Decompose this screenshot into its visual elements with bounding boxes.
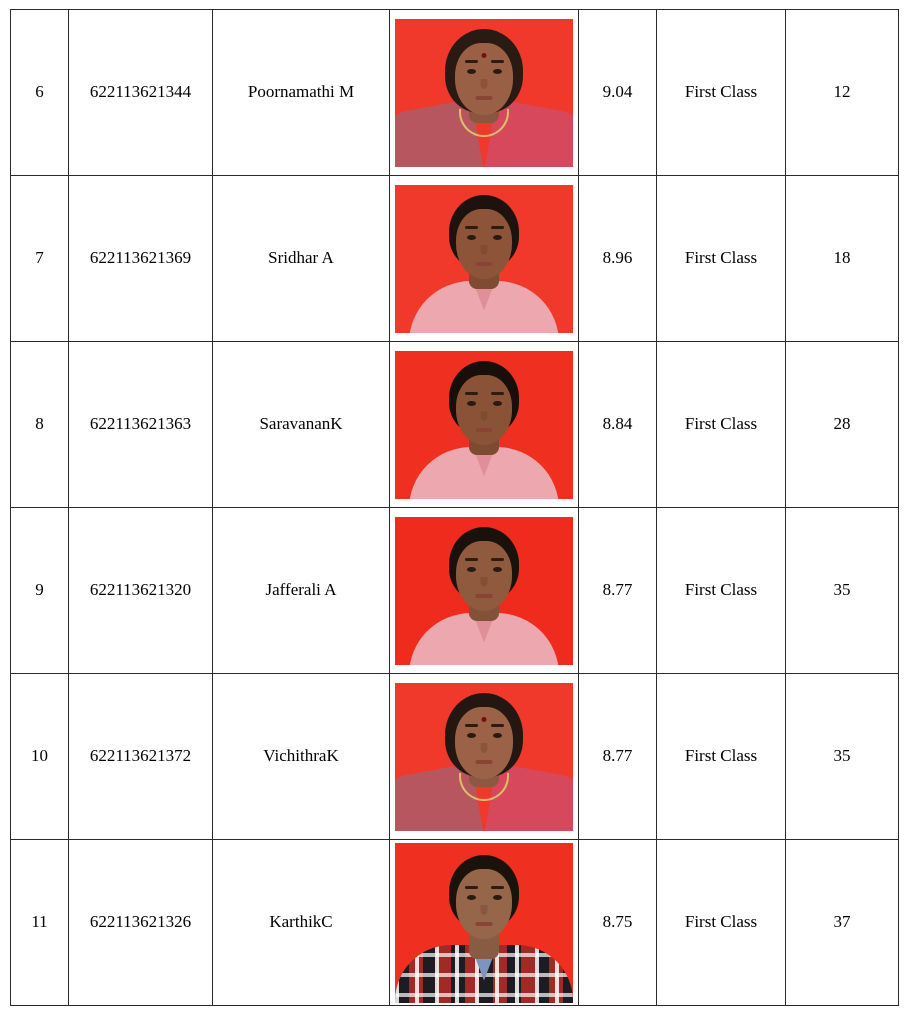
- cell-register-number: [69, 508, 213, 674]
- cell-student-name-text: SaravananK: [259, 414, 343, 434]
- cell-classification: [657, 508, 786, 674]
- portrait-mouth: [476, 96, 493, 100]
- cell-student-name-text: Sridhar A: [268, 248, 334, 268]
- portrait-mouth: [476, 428, 493, 432]
- cell-classification-text: First Class: [684, 82, 758, 102]
- portrait-nose: [481, 79, 488, 89]
- portrait-illustration: [395, 683, 573, 831]
- portrait-eye-left: [467, 567, 476, 572]
- portrait-face: [456, 541, 512, 611]
- student-photo-saravanan-k: [390, 342, 579, 508]
- portrait-face: [456, 209, 512, 279]
- photo-frame: [395, 843, 573, 1003]
- cell-cgpa-text: 8.77: [602, 580, 633, 600]
- cell-rank-text: 12: [833, 82, 851, 102]
- portrait-mouth: [476, 922, 493, 926]
- portrait-eye-left: [467, 401, 476, 406]
- portrait-eyebrow-right: [491, 724, 504, 727]
- cell-serial: [11, 342, 69, 508]
- cell-register-number: [69, 176, 213, 342]
- cell-student-name: [213, 840, 390, 1006]
- student-photo-jafferali-a: [390, 508, 579, 674]
- cell-classification: [657, 674, 786, 840]
- cell-rank: [786, 176, 899, 342]
- portrait-eyebrow-left: [465, 886, 478, 889]
- portrait-eye-right: [493, 235, 502, 240]
- cell-rank-text: 18: [833, 248, 851, 268]
- portrait-nose: [481, 905, 488, 915]
- portrait-face: [456, 375, 512, 445]
- cell-student-name: [213, 176, 390, 342]
- cell-student-name-text: VichithraK: [263, 746, 339, 766]
- table-row: [11, 10, 899, 176]
- portrait-eyebrow-left: [465, 558, 478, 561]
- portrait-eye-left: [467, 733, 476, 738]
- portrait-illustration: [395, 517, 573, 665]
- portrait-eyebrow-right: [491, 886, 504, 889]
- portrait-eyebrow-left: [465, 60, 478, 63]
- cell-rank: [786, 674, 899, 840]
- portrait-eye-right: [493, 733, 502, 738]
- cell-cgpa-text: 8.75: [602, 912, 633, 932]
- portrait-face: [456, 869, 512, 939]
- cell-classification: [657, 10, 786, 176]
- photo-frame: [395, 683, 573, 831]
- table-row: [11, 840, 899, 1006]
- cell-rank: [786, 840, 899, 1006]
- cell-register-number-text: 622113621320: [89, 580, 192, 600]
- cell-cgpa: [579, 674, 657, 840]
- portrait-mouth: [476, 262, 493, 266]
- cell-serial-text: 9: [35, 580, 44, 600]
- cell-classification-text: First Class: [684, 248, 758, 268]
- portrait-nose: [481, 245, 488, 255]
- cell-serial-text: 10: [31, 746, 48, 766]
- portrait-illustration: [395, 843, 573, 1003]
- photo-frame: [395, 185, 573, 333]
- photo-frame: [395, 517, 573, 665]
- table-row: [11, 508, 899, 674]
- table-row: [11, 674, 899, 840]
- student-photo-poornamathi-m: [390, 10, 579, 176]
- cell-serial: [11, 840, 69, 1006]
- cell-serial-text: 6: [35, 82, 44, 102]
- cell-cgpa: [579, 508, 657, 674]
- cell-classification-text: First Class: [684, 414, 758, 434]
- cell-classification: [657, 176, 786, 342]
- cell-classification: [657, 840, 786, 1006]
- cell-classification-text: First Class: [684, 912, 758, 932]
- cell-register-number: [69, 674, 213, 840]
- bindi: [482, 53, 487, 58]
- cell-rank: [786, 10, 899, 176]
- portrait-nose: [481, 577, 488, 587]
- cell-cgpa: [579, 10, 657, 176]
- cell-cgpa-text: 8.96: [602, 248, 633, 268]
- cell-rank-text: 28: [833, 414, 851, 434]
- portrait-illustration: [395, 351, 573, 499]
- cell-rank-text: 35: [833, 746, 851, 766]
- cell-rank: [786, 508, 899, 674]
- cell-serial-text: 11: [31, 912, 48, 932]
- cell-cgpa-text: 8.84: [602, 414, 633, 434]
- cell-register-number-text: 622113621372: [89, 746, 192, 766]
- portrait-eyebrow-right: [491, 60, 504, 63]
- student-photo-sridhar-a: [390, 176, 579, 342]
- cell-serial: [11, 10, 69, 176]
- portrait-nose: [481, 411, 488, 421]
- portrait-eyebrow-right: [491, 558, 504, 561]
- portrait-eye-right: [493, 895, 502, 900]
- portrait-eye-right: [493, 69, 502, 74]
- cell-serial: [11, 176, 69, 342]
- cell-register-number-text: 622113621344: [89, 82, 192, 102]
- cell-rank: [786, 342, 899, 508]
- cell-register-number: [69, 342, 213, 508]
- cell-cgpa-text: 8.77: [602, 746, 633, 766]
- table-row: [11, 342, 899, 508]
- portrait-eyebrow-right: [491, 392, 504, 395]
- student-results-table: [10, 9, 899, 1006]
- cell-student-name: [213, 508, 390, 674]
- cell-serial: [11, 674, 69, 840]
- cell-register-number: [69, 840, 213, 1006]
- cell-classification-text: First Class: [684, 580, 758, 600]
- cell-serial-text: 7: [35, 248, 44, 268]
- portrait-mouth: [476, 760, 493, 764]
- cell-cgpa-text: 9.04: [602, 82, 633, 102]
- portrait-eye-left: [467, 69, 476, 74]
- portrait-eyebrow-left: [465, 724, 478, 727]
- cell-register-number-text: 622113621369: [89, 248, 192, 268]
- student-results-body: [11, 10, 899, 1006]
- cell-student-name: [213, 10, 390, 176]
- cell-register-number-text: 622113621363: [89, 414, 192, 434]
- photo-frame: [395, 19, 573, 167]
- portrait-mouth: [476, 594, 493, 598]
- cell-classification-text: First Class: [684, 746, 758, 766]
- cell-serial-text: 8: [35, 414, 44, 434]
- portrait-eye-left: [467, 895, 476, 900]
- cell-student-name-text: KarthikC: [269, 912, 333, 932]
- bindi: [482, 717, 487, 722]
- cell-register-number: [69, 10, 213, 176]
- cell-cgpa: [579, 342, 657, 508]
- cell-student-name-text: Poornamathi M: [247, 82, 355, 102]
- student-photo-karthik-c: [390, 840, 579, 1006]
- portrait-illustration: [395, 185, 573, 333]
- portrait-eye-left: [467, 235, 476, 240]
- table-row: [11, 176, 899, 342]
- portrait-illustration: [395, 19, 573, 167]
- portrait-eye-right: [493, 401, 502, 406]
- cell-student-name: [213, 342, 390, 508]
- cell-cgpa: [579, 176, 657, 342]
- cell-rank-text: 35: [833, 580, 851, 600]
- cell-serial: [11, 508, 69, 674]
- cell-cgpa: [579, 840, 657, 1006]
- portrait-eyebrow-left: [465, 226, 478, 229]
- cell-student-name-text: Jafferali A: [265, 580, 337, 600]
- cell-student-name: [213, 674, 390, 840]
- portrait-nose: [481, 743, 488, 753]
- portrait-eyebrow-right: [491, 226, 504, 229]
- portrait-eye-right: [493, 567, 502, 572]
- student-photo-vichithra-k: [390, 674, 579, 840]
- cell-classification: [657, 342, 786, 508]
- cell-rank-text: 37: [833, 912, 851, 932]
- cell-register-number-text: 622113621326: [89, 912, 192, 932]
- portrait-eyebrow-left: [465, 392, 478, 395]
- photo-frame: [395, 351, 573, 499]
